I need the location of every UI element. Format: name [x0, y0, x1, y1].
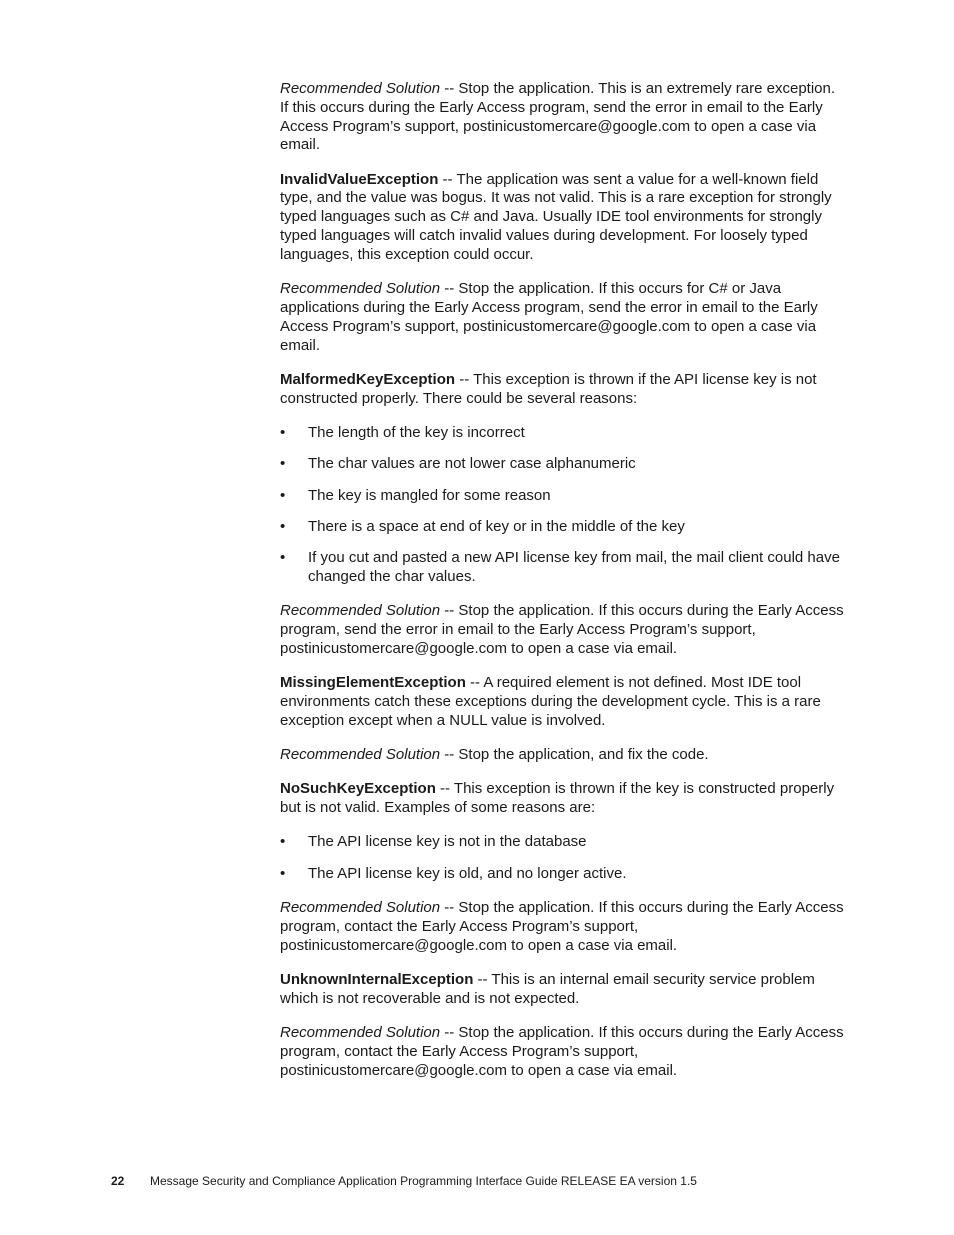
solution-label: Recommended Solution	[280, 899, 441, 916]
bullet-list	[280, 833, 846, 883]
bullet-icon: •	[280, 549, 286, 567]
exception-name: NoSuchKeyException	[280, 780, 436, 798]
paragraph-text: -- Stop the application. This is an extremely rare exception. If this occurs during the Early Access program, send the error in email to the Early Access Program’s support, postinicustomercare@google.com to open a case via email.	[280, 80, 836, 154]
list-item-text: The API license key is old, and no longer active.	[308, 864, 627, 882]
solution-paragraph	[280, 1024, 846, 1080]
paragraph-text: -- This exception is thrown if the key is constructed properly but is not valid. Examples of some reasons are:	[280, 780, 835, 817]
paragraph-text: -- Stop the application. If this occurs during the Early Access program, contact the Early Access Program’s support, postinicustomercare@google.com to open a case via email.	[280, 1023, 844, 1079]
paragraph-text: -- Stop the application. If this occurs for C# or Java applications during the Early Access program, send the error in email to the Early Access Program’s support, postinicustomercare@google.com to open a case via email.	[280, 280, 818, 354]
solution-label: Recommended Solution	[280, 602, 441, 620]
list-item-text: The length of the key is incorrect	[308, 423, 525, 441]
list-item-text: If you cut and pasted a new API license key from mail, the mail client could have changed the char values.	[308, 549, 840, 585]
solution-paragraph	[280, 899, 846, 955]
paragraph-text: -- The application was sent a value for a well-known field type, and the value was bogus. It was not valid. This is a rare exception for strongly typed languages such as C# and Java. Usually IDE tool environments for strongly typed languages will catch invalid values during development. For loosely typed languages, this exception could occur.	[280, 170, 832, 263]
exception-paragraph	[280, 171, 846, 265]
list-item-text: The key is mangled for some reason	[308, 486, 551, 504]
list-item-text: There is a space at end of key or in the middle of the key	[308, 517, 685, 535]
exception-name: UnknownInternalException	[280, 970, 474, 988]
exception-paragraph	[280, 674, 846, 730]
list-item	[280, 549, 846, 587]
solution-label: Recommended Solution	[280, 1023, 441, 1041]
solution-label: Recommended Solution	[280, 280, 441, 298]
list-item-text: The char values are not lower case alphanumeric	[308, 455, 636, 473]
solution-label: Recommended Solution	[280, 746, 441, 764]
exception-paragraph	[280, 371, 846, 409]
list-item	[280, 833, 846, 852]
list-item	[280, 518, 846, 537]
exception-paragraph	[280, 780, 846, 818]
bullet-icon: •	[280, 833, 286, 851]
paragraph-text: -- Stop the application. If this occurs during the Early Access program, send the error in email to the Early Access Program’s support, postinicustomercare@google.com to open a case via email.	[280, 602, 844, 657]
page-footer	[111, 1174, 697, 1189]
list-item	[280, 865, 846, 884]
paragraph-text: -- This is an internal email security service problem which is not recoverable and is not expected.	[280, 970, 815, 1007]
page-number: 22	[111, 1174, 125, 1188]
bullet-icon: •	[280, 486, 286, 504]
bullet-icon: •	[280, 864, 286, 882]
paragraph-text: -- Stop the application. If this occurs during the Early Access program, contact the Early Access Program’s support, postinicustomercare@google.com to open a case via email.	[280, 899, 844, 954]
paragraph-text: -- Stop the application, and fix the code.	[440, 746, 709, 764]
paragraph-text: -- A required element is not defined. Most IDE tool environments catch these exceptions during the development cycle. This is a rare exception except when a NULL value is involved.	[280, 674, 821, 729]
solution-paragraph	[280, 280, 846, 355]
solution-label: Recommended Solution	[280, 80, 441, 97]
exception-paragraph	[280, 971, 846, 1009]
solution-paragraph	[280, 80, 846, 155]
list-item	[280, 424, 846, 443]
exception-name: MalformedKeyException	[280, 370, 456, 388]
bullet-icon: •	[280, 517, 286, 535]
bullet-list	[280, 424, 846, 587]
exception-name: MissingElementException	[280, 674, 466, 692]
list-item-text: The API license key is not in the database	[308, 833, 587, 851]
bullet-icon: •	[280, 423, 286, 441]
list-item	[280, 455, 846, 474]
list-item	[280, 487, 846, 506]
document-title: Message Security and Compliance Application Programming Interface Guide RELEASE EA version 1.5	[150, 1174, 697, 1188]
paragraph-text: -- This exception is thrown if the API license key is not constructed properly. There could be several reasons:	[280, 370, 817, 407]
solution-paragraph	[280, 746, 846, 765]
bullet-icon: •	[280, 455, 286, 473]
document-body	[280, 80, 846, 1096]
solution-paragraph	[280, 602, 846, 658]
exception-name: InvalidValueException	[280, 170, 439, 188]
